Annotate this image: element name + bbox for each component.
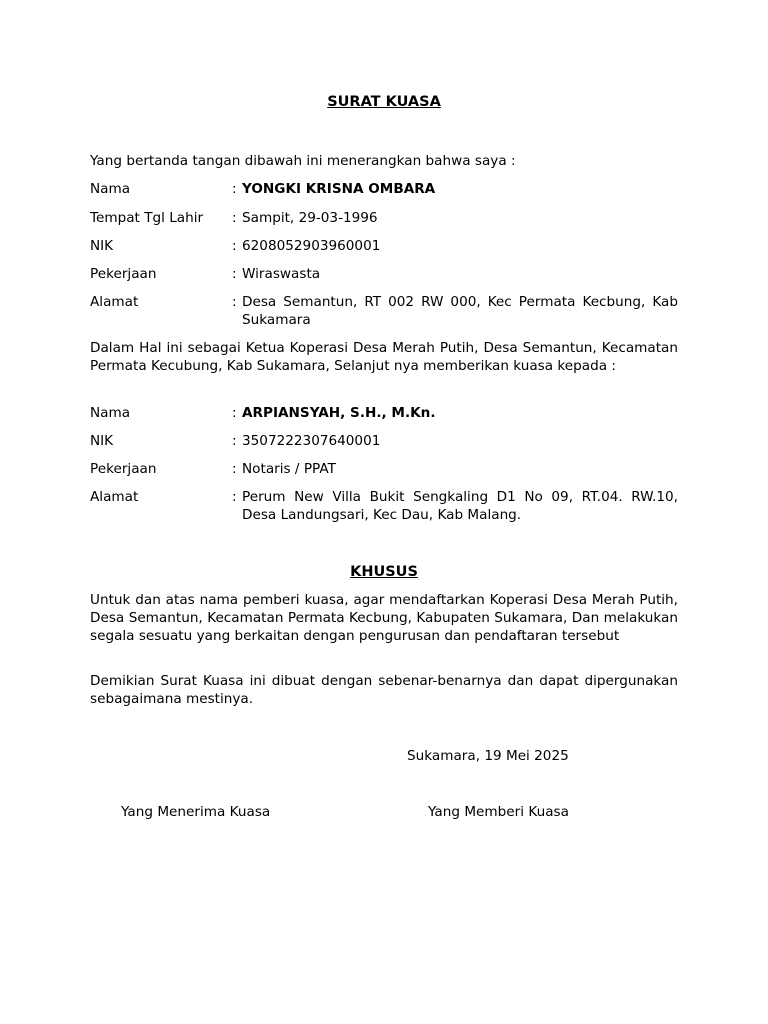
grantor-nik-label: NIK <box>90 238 114 254</box>
receiver-signature-label: Yang Menerima Kuasa <box>121 804 271 820</box>
grantor-job-label: Pekerjaan <box>90 266 157 282</box>
grantee-address-value: Perum New Villa Bukit Sengkaling D1 No 09, RT.04. RW.10, Desa Landungsari, Kec Dau, Kab Malang. <box>242 489 678 523</box>
grantee-job-value: Notaris / PPAT <box>242 461 336 477</box>
grantor-address-row <box>90 293 678 329</box>
statement-paragraph: Dalam Hal ini sebagai Ketua Koperasi Desa Merah Putih, Desa Semantun, Kecamatan Permata Kecubung, Kab Sukamara, Selanjut nya memberikan kuasa kepada : <box>90 340 678 374</box>
grantor-job-row <box>90 265 678 283</box>
grantor-nik-value: 6208052903960001 <box>242 238 381 254</box>
colon: : <box>232 210 237 226</box>
place-date: Sukamara, 19 Mei 2025 <box>407 748 569 764</box>
grantee-job-row <box>90 460 678 478</box>
colon: : <box>232 238 237 254</box>
grantor-nik-row <box>90 237 678 255</box>
grantor-name-label: Nama <box>90 181 131 197</box>
grantee-nik-value: 3507222307640001 <box>242 433 381 449</box>
grantee-job-label: Pekerjaan <box>90 461 157 477</box>
colon: : <box>232 266 237 282</box>
grantor-name-row <box>90 180 678 198</box>
purpose-paragraph: Untuk dan atas nama pemberi kuasa, agar mendaftarkan Koperasi Desa Merah Putih, Desa Semantun, Kecamatan Permata Kecbung, Kabupaten Sukamara, Dan melakukan segala sesuatu yang berkaitan dengan pengurusan dan pendaftaran tersebut <box>90 592 678 644</box>
colon: : <box>232 433 237 449</box>
colon: : <box>232 405 237 421</box>
colon: : <box>232 294 237 310</box>
grantee-address-row <box>90 488 678 524</box>
grantee-nik-label: NIK <box>90 433 114 449</box>
grantor-name-value: YONGKI KRISNA OMBARA <box>242 181 436 197</box>
grantee-name-value: ARPIANSYAH, S.H., M.Kn. <box>242 405 436 421</box>
giver-signature-label: Yang Memberi Kuasa <box>428 804 569 820</box>
grantee-name-row <box>90 404 678 422</box>
grantor-birth-row <box>90 209 678 227</box>
grantor-job-value: Wiraswasta <box>242 266 321 282</box>
document-title: SURAT KUASA <box>327 94 441 110</box>
grantor-birth-value: Sampit, 29-03-1996 <box>242 210 378 226</box>
grantee-address-label: Alamat <box>90 489 139 505</box>
grantee-nik-row <box>90 432 678 450</box>
grantor-address-value: Desa Semantun, RT 002 RW 000, Kec Permata Kecbung, Kab Sukamara <box>242 294 678 328</box>
closing-paragraph: Demikian Surat Kuasa ini dibuat dengan sebenar-benarnya dan dapat dipergunakan sebagaimana mestinya. <box>90 673 678 707</box>
intro-text: Yang bertanda tangan dibawah ini menerangkan bahwa saya : <box>90 153 516 169</box>
grantee-name-label: Nama <box>90 405 131 421</box>
special-heading: KHUSUS <box>350 564 418 580</box>
grantor-address-label: Alamat <box>90 294 139 310</box>
colon: : <box>232 489 237 505</box>
colon: : <box>232 181 237 197</box>
grantor-birth-label: Tempat Tgl Lahir <box>90 210 204 226</box>
colon: : <box>232 461 237 477</box>
